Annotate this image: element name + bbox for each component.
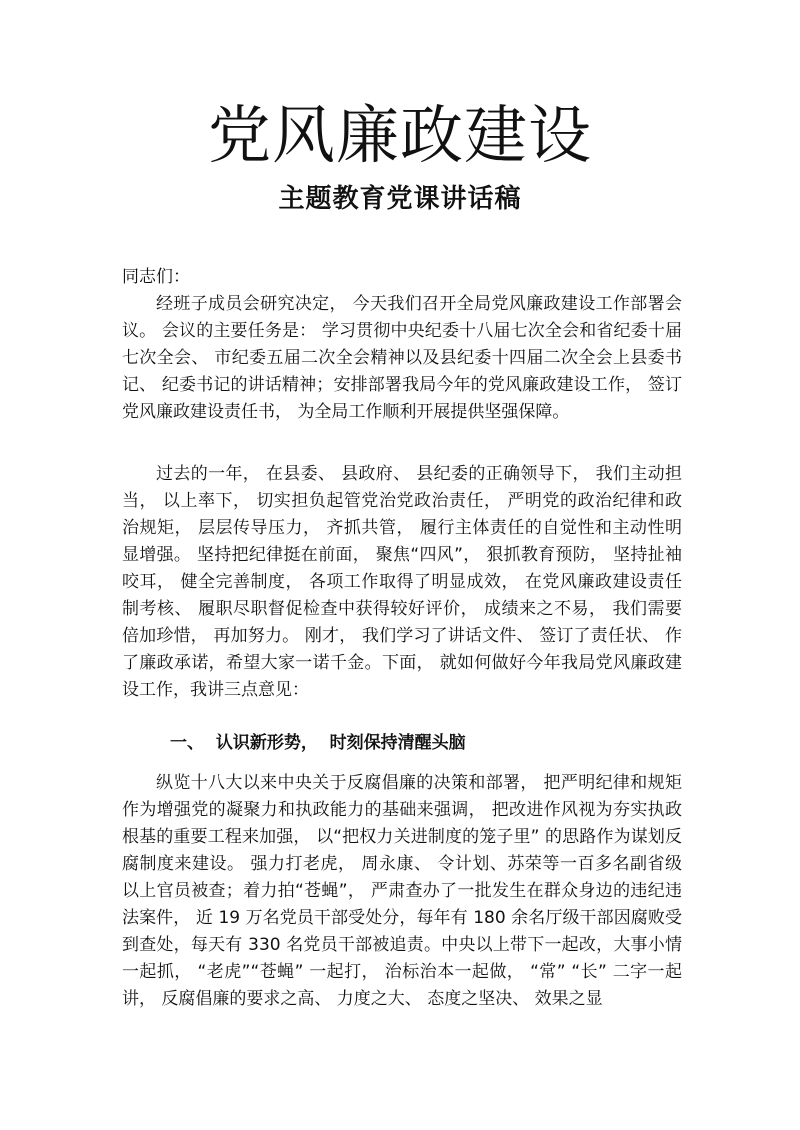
salutation: 同志们： bbox=[122, 267, 190, 287]
paragraph-3: 纵览十八大以来中央关于反腐倡廉的决策和部署， 把严明纪律和规矩作为增强党的凝聚力和执政能力的基础来强调， 把改进作风视为夯实执政根基的重要工程来加强， 以“把权力关进制度的笼子里” 的思路作为谋划反腐制度来建设。 强力打老虎， 周永康、 令计划、苏荣等一百多名副省级以上官员被查；着力拍“苍蝇”， 严肃查办了一批发生在群众身边的违纪违法案件， 近 19 万名党员干部受处分，每年有 180 余名厅级干部因腐败受到查处，每天有 330 名党员干部被追责。中央以上带下一起改，大事小情一起抓， “老虎”“苍蝇” 一起打， 治标治本一起做， “常” “长” 二字一起讲， 反腐倡廉的要求之高、 力度之大、 态度之坚决、 效果之显 bbox=[122, 773, 682, 1009]
paragraph-2: 过去的一年， 在县委、 县政府、 县纪委的正确领导下， 我们主动担当， 以上率下， 切实担负起管党治党政治责任， 严明党的政治纪律和政治规矩， 层层传导压力， 齐抓共管， 履行主体责任的自觉性和主动性明显增强。 坚持把纪律挺在前面， 聚焦“四风”， 狠抓教育预防， 坚持扯袖咬耳， 健全完善制度， 各项工作取得了明显成效， 在党风廉政建设责任制考核、 履职尽职督促检查中获得较好评价， 成绩来之不易， 我们需要倍加珍惜， 再加努力。 刚才， 我们学习了讲话文件、 签订了责任状、 作了廉政承诺，希望大家一诺千金。下面， 就如何做好今年我局党风廉政建设工作，我讲三点意见： bbox=[122, 464, 682, 700]
paragraph-1: 经班子成员会研究决定， 今天我们召开全局党风廉政建设工作部署会议。 会议的主要任务是： 学习贯彻中央纪委十八届七次全会和省纪委十届七次全会、 市纪委五届二次全会精神以及县纪委十四届二次全会上县委书记、 纪委书记的讲话精神；安排部署我局今年的党风廉政建设工作， 签订党风廉政建设责任书， 为全局工作顺利开展提供坚强保障。 bbox=[122, 294, 682, 422]
document-title: 党风廉政建设 bbox=[208, 99, 592, 172]
document-subtitle: 主题教育党课讲话稿 bbox=[278, 184, 522, 214]
section-heading: 一、 认识新形势， 时刻保持清醒头脑 bbox=[170, 733, 466, 753]
